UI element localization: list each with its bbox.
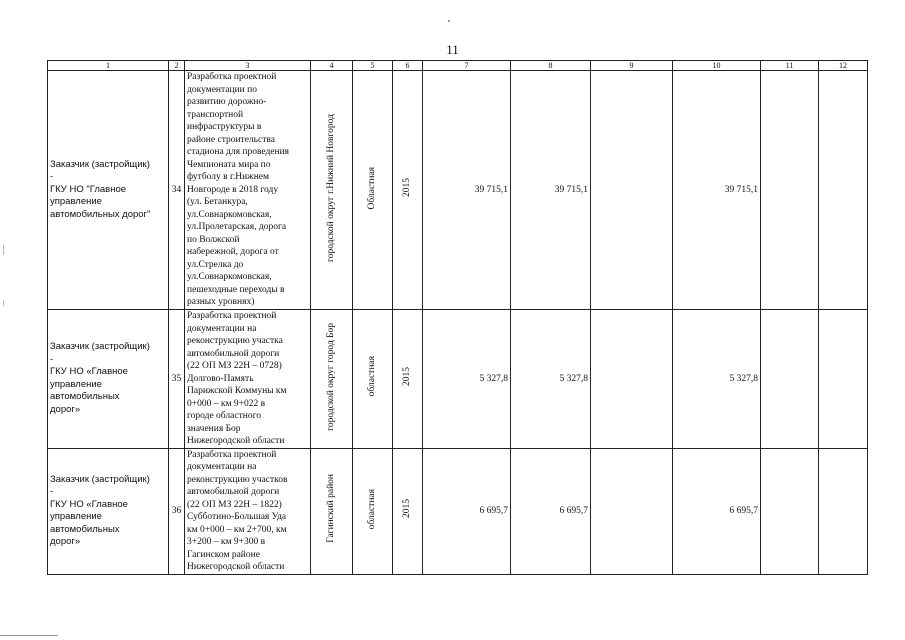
description-line: разных уровнях): [187, 297, 255, 308]
description-line: пешеходные переходы в: [187, 284, 285, 295]
description-line: городе областного: [187, 411, 261, 421]
description-line: ул.Совнаркомовская,: [187, 209, 272, 220]
header-cell: 8: [511, 61, 591, 71]
scan-margin-mark: [3, 245, 4, 255]
amount-col9: [591, 448, 673, 574]
description-line: районе строительства: [187, 134, 275, 145]
customer-line: управление: [50, 511, 102, 522]
description-line: (22 ОП МЗ 22Н – 1822): [187, 499, 282, 510]
description-line: Новгороде в 2018 году: [187, 184, 279, 195]
year-text: 2015: [402, 499, 413, 519]
description-line: 3+200 – км 9+300 в: [187, 537, 266, 547]
customer-line: ГКУ НО "Главное: [50, 183, 127, 195]
amount-col7: 39 715,1: [423, 71, 511, 310]
customer-line: -: [50, 486, 54, 497]
customer-line: дорог»: [50, 536, 81, 547]
amount-col9: [591, 71, 673, 310]
customer-line: автомобильных: [50, 391, 120, 403]
description-line: документации на: [187, 462, 257, 472]
territory-text: городской округ город Бор: [326, 322, 337, 431]
description-cell: [185, 71, 311, 310]
description-line: документации на: [187, 323, 257, 334]
description-line: реконструкцию участков: [187, 474, 288, 485]
description-line: Разработка проектной: [187, 311, 277, 321]
description-line: ул.Совнаркомовская,: [187, 272, 272, 283]
amount-col12: [819, 71, 868, 310]
description-cell: [185, 448, 311, 574]
description-line: инфраструктуры в: [187, 122, 262, 133]
ownership-text: Областная: [367, 166, 378, 209]
description-line: автомобильной дороги: [187, 348, 280, 359]
ownership-text: областная: [367, 356, 378, 397]
amount-col10: 39 715,1: [673, 71, 761, 310]
year-cell: [393, 310, 423, 449]
description-line: футболу в г.Нижнем: [187, 172, 270, 183]
amount-col8: 5 327,8: [511, 310, 591, 449]
header-cell: 10: [673, 61, 761, 71]
table-row: [48, 448, 868, 574]
customer-line: управление: [50, 196, 102, 208]
customer-cell: [48, 310, 169, 449]
header-cell: 6: [393, 61, 423, 71]
description-line: стадиона для проведения: [187, 147, 290, 158]
territory-text: Гагинский район: [326, 474, 337, 544]
customer-cell: [48, 71, 169, 310]
header-cell: 9: [591, 61, 673, 71]
amount-col8: 6 695,7: [511, 448, 591, 574]
description-line: км 0+000 – км 2+700, км: [187, 524, 287, 535]
scan-bottom-rule: [0, 635, 58, 636]
description-line: Разработка проектной: [187, 72, 277, 83]
amount-col11: [761, 310, 819, 449]
description-line: документации по: [187, 84, 257, 95]
ownership-cell: [353, 71, 393, 310]
description-line: 0+000 – км 9+022 в: [187, 398, 266, 409]
description-line: набережной, дорога от: [187, 247, 279, 258]
amount-col11: [761, 71, 819, 310]
amount-col10: 6 695,7: [673, 448, 761, 574]
header-cell: 12: [819, 61, 868, 71]
territory-cell: [311, 71, 353, 310]
territory-text: городской округ г.Нижний Новгород: [326, 113, 337, 262]
customer-line: -: [50, 171, 54, 183]
amount-col7: 5 327,8: [423, 310, 511, 449]
ownership-text: областная: [367, 488, 378, 529]
description-line: автомобильной дороги: [187, 487, 280, 497]
description-line: ул.Пролетарская, дорога: [187, 222, 287, 233]
year-cell: [393, 71, 423, 310]
description-line: Нижегородской области: [187, 562, 285, 572]
page-number: 11: [446, 42, 459, 57]
customer-line: -: [50, 353, 54, 365]
amount-col10: 5 327,8: [673, 310, 761, 449]
description-line: Долгово-Память: [187, 373, 254, 384]
description-line: значения Бор: [187, 423, 241, 434]
customer-line: дорог»: [50, 403, 81, 415]
customer-line: автомобильных: [50, 523, 120, 535]
territory-cell: [311, 310, 353, 449]
customer-line: Заказчик (застройщик): [50, 341, 150, 353]
description-line: (22 ОП МЗ 22Н – 0728): [187, 361, 282, 371]
header-cell: 5: [353, 61, 393, 71]
header-cell: 4: [311, 61, 353, 71]
scan-margin-mark: [3, 300, 4, 306]
header-row: [48, 61, 868, 71]
customer-line: управление: [50, 378, 102, 390]
description-line: реконструкцию участка: [187, 336, 283, 346]
description-line: (ул. Бетанкура,: [187, 197, 248, 208]
amount-col12: [819, 310, 868, 449]
customer-line: Заказчик (застройщик): [50, 473, 150, 485]
header-cell: 7: [423, 61, 511, 71]
row-number: 35: [169, 310, 185, 449]
description-line: ул.Стрелка до: [187, 259, 244, 270]
ownership-cell: [353, 448, 393, 574]
customer-cell: [48, 448, 169, 574]
customer-line: ГКУ НО «Главное: [50, 366, 128, 378]
amount-col11: [761, 448, 819, 574]
header-cell: 1: [48, 61, 169, 71]
customer-line: автомобильных дорог": [50, 208, 151, 220]
description-line: развитию дорожно-: [187, 97, 267, 108]
header-cell: 2: [169, 61, 185, 71]
customer-line: Заказчик (застройщик): [50, 158, 150, 170]
amount-col7: 6 695,7: [423, 448, 511, 574]
row-number: 34: [169, 71, 185, 310]
amount-col12: [819, 448, 868, 574]
description-line: транспортной: [187, 109, 244, 120]
description-line: Нижегородской области: [187, 436, 285, 446]
amount-col9: [591, 310, 673, 449]
description-line: Разработка проектной: [187, 449, 277, 460]
year-cell: [393, 448, 423, 574]
year-text: 2015: [402, 367, 413, 386]
header-cell: 11: [761, 61, 819, 71]
customer-line: ГКУ НО «Главное: [50, 498, 128, 510]
description-line: Субботино-Большая Уда: [187, 512, 287, 522]
works-table: [47, 60, 868, 575]
territory-cell: [311, 448, 353, 574]
scan-dot: [448, 20, 450, 22]
description-cell: [185, 310, 311, 449]
description-line: по Волжской: [187, 234, 240, 245]
ownership-cell: [353, 310, 393, 449]
year-text: 2015: [402, 178, 413, 198]
description-line: Гагинском районе: [187, 549, 260, 560]
header-cell: 3: [185, 61, 311, 71]
row-number: 36: [169, 448, 185, 574]
table-row: [48, 71, 868, 310]
description-line: Чемпионата мира по: [187, 159, 271, 170]
description-line: Парижской Коммуны км: [187, 386, 287, 396]
table-row: [48, 310, 868, 449]
amount-col8: 39 715,1: [511, 71, 591, 310]
